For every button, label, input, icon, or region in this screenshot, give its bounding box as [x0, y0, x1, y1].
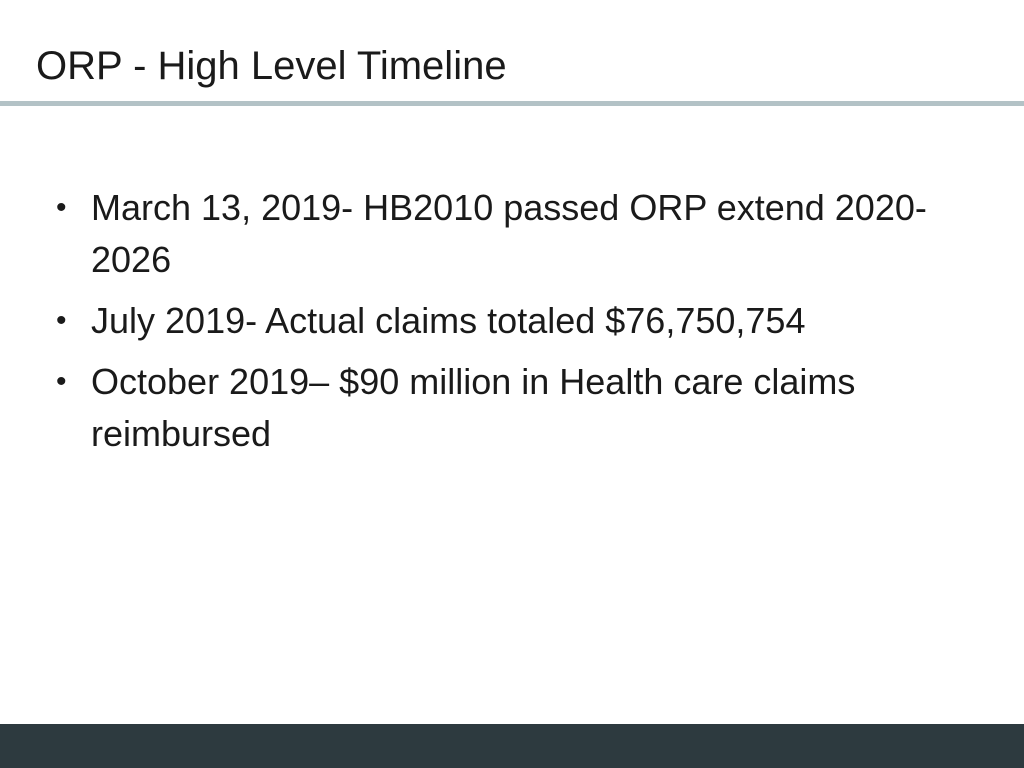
bullet-item	[56, 182, 936, 286]
bullet-dot-icon: •	[56, 304, 67, 337]
slide-title: ORP - High Level Timeline	[36, 44, 507, 88]
bullet-list	[56, 182, 936, 469]
bullet-text: October 2019– $90 million in Health care claims reimbursed	[91, 361, 856, 454]
bullet-item	[56, 295, 936, 347]
footer-bar	[0, 724, 1024, 768]
bullet-item	[56, 356, 936, 460]
bullet-text: July 2019- Actual claims totaled $76,750,754	[91, 300, 806, 341]
title-divider	[0, 101, 1024, 106]
bullet-dot-icon: •	[56, 191, 67, 224]
bullet-dot-icon: •	[56, 365, 67, 398]
bullet-text: March 13, 2019- HB2010 passed ORP extend 2020-2026	[91, 187, 927, 280]
